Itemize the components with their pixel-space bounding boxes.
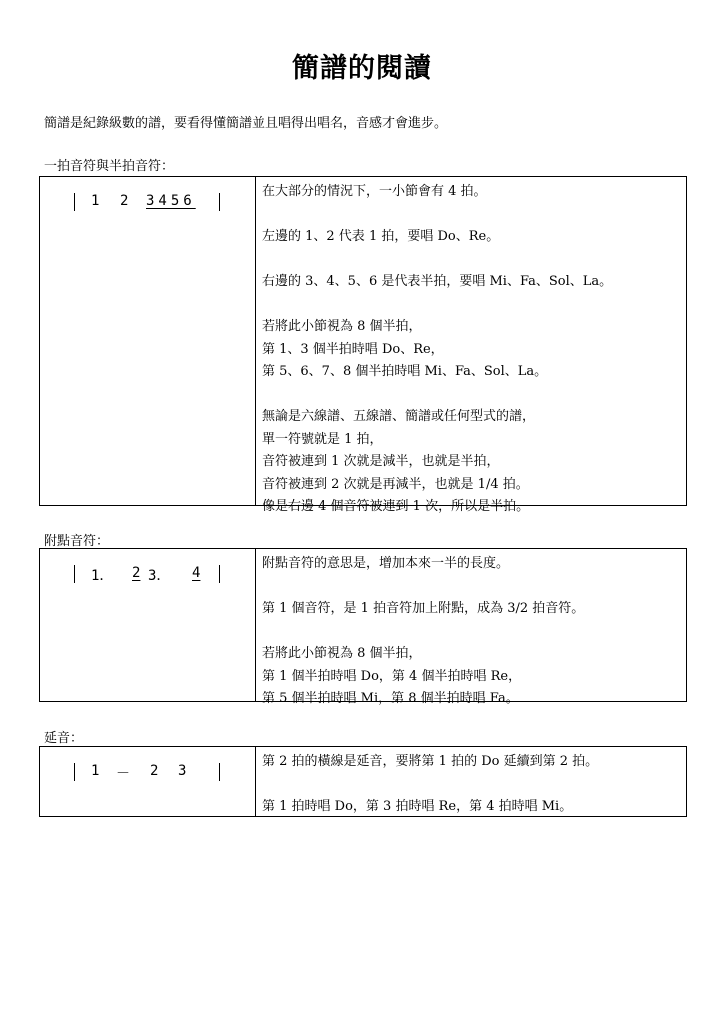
text-line: 音符被連到 1 次就是減半，也就是半拍， xyxy=(262,454,500,469)
text-line: 右邊的 3、4、5、6 是代表半拍，要唱 Mi、Fa、Sol、La。 xyxy=(262,274,613,289)
barline-start xyxy=(74,193,75,211)
note-2: 2 xyxy=(120,193,129,209)
text-line: 第 5 個半拍時唱 Mi，第 8 個半拍時唱 Fa。 xyxy=(262,691,519,706)
note-2-half: 2 xyxy=(132,565,141,581)
text-line: 若將此小節視為 8 個半拍， xyxy=(262,319,422,334)
explanation-cell xyxy=(256,747,686,816)
text-line: 第 1、3 個半拍時唱 Do、Re， xyxy=(262,341,444,357)
explanation-cell xyxy=(256,549,686,706)
note-4-half: 4 xyxy=(192,565,201,581)
barline-start xyxy=(74,565,75,583)
extension-dash: － xyxy=(116,766,130,782)
section-label-beats: 一拍音符與半拍音符： xyxy=(44,159,175,174)
notation-bar xyxy=(40,763,255,785)
section-box-tie xyxy=(39,746,687,817)
text-line: 第 1 個半拍時唱 Do，第 4 個半拍時唱 Re， xyxy=(262,668,522,684)
barline-end xyxy=(219,565,220,583)
notation-cell xyxy=(40,177,256,505)
note-1: 1 xyxy=(91,763,100,779)
barline-end xyxy=(219,193,220,211)
section-label-dotted: 附點音符： xyxy=(44,534,110,549)
text-line: 在大部分的情況下，一小節會有 4 拍。 xyxy=(262,184,487,199)
text-line: 附點音符的意思是，增加本來一半的長度。 xyxy=(262,556,510,571)
section-label-tie: 延音： xyxy=(44,731,84,746)
notation-cell xyxy=(40,747,256,816)
text-line: 左邊的 1、2 代表 1 拍，要唱 Do、Re。 xyxy=(262,229,500,244)
note-3: 3 xyxy=(178,763,187,779)
note-1-dotted: 1． xyxy=(91,568,114,584)
notation-bar xyxy=(40,193,255,215)
notation-cell xyxy=(40,549,256,701)
note-2: 2 xyxy=(150,763,159,779)
text-line: 第 1 拍時唱 Do，第 3 拍時唱 Re，第 4 拍時唱 Mi。 xyxy=(262,799,573,814)
text-line: 單一符號就是 1 拍， xyxy=(262,431,383,447)
note-1: 1 xyxy=(91,193,100,209)
text-line: 無論是六線譜、五線譜、簡譜或任何型式的譜， xyxy=(262,409,536,424)
barline-end xyxy=(219,763,220,781)
text-line: 第 2 拍的橫線是延音，要將第 1 拍的 Do 延續到第 2 拍。 xyxy=(262,754,599,769)
text-line: 像是右邊 4 個音符被連到 1 次，所以是半拍。 xyxy=(262,499,530,514)
explanation-cell xyxy=(256,177,686,514)
text-line: 若將此小節視為 8 個半拍， xyxy=(262,646,422,661)
text-line: 第 1 個音符，是 1 拍音符加上附點，成為 3/2 拍音符。 xyxy=(262,601,585,616)
page-title: 簡譜的閱讀 xyxy=(292,53,432,84)
section-box-beats xyxy=(39,176,687,514)
text-line: 第 5、6、7、8 個半拍時唱 Mi、Fa、Sol、La。 xyxy=(262,364,548,379)
intro-text: 簡譜是紀錄級數的譜，要看得懂簡譜並且唱得出唱名，音感才會進步。 xyxy=(44,116,448,131)
text-line: 音符被連到 2 次就是再減半，也就是 1/4 拍。 xyxy=(262,476,529,492)
section-box-dotted xyxy=(39,548,687,706)
notation-bar xyxy=(40,565,255,587)
note-3-dotted: 3． xyxy=(148,568,171,584)
barline-start xyxy=(74,763,75,781)
note-group-half-beats: 3456 xyxy=(146,193,196,209)
